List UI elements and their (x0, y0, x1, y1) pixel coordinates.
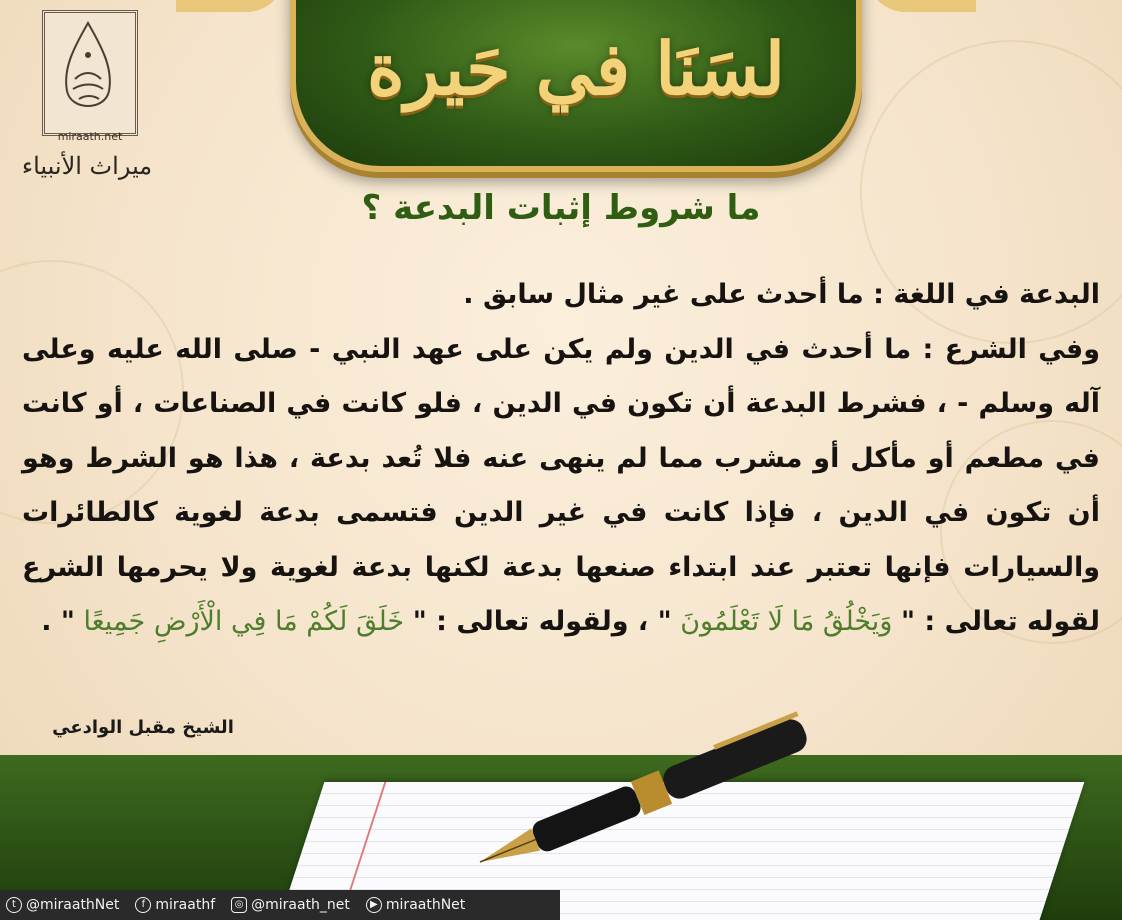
social-handle: miraathf (155, 897, 216, 913)
twitter-icon: t (6, 897, 22, 913)
sheikh-name: الشيخ مقبل الوادعي (52, 717, 234, 738)
quran-verse-2: خَلَقَ لَكُمْ مَا فِي الْأَرْضِ جَمِيعًا (74, 606, 413, 637)
body-text-segment: " . (41, 606, 75, 637)
quran-verse-1: وَيَخْلُقُ مَا لَا تَعْلَمُونَ (671, 606, 901, 637)
body-text-segment: " ، ولقوله تعالى : " (412, 606, 672, 637)
social-youtube[interactable] (366, 897, 465, 913)
paragraph-language-definition: البدعة في اللغة : ما أحدث على غير مثال سابق . (463, 279, 1100, 310)
facebook-icon: f (135, 897, 151, 913)
social-twitter[interactable] (6, 897, 119, 913)
social-handle: @miraath_net (251, 897, 350, 913)
youtube-icon: ▶ (366, 897, 382, 913)
social-facebook[interactable] (135, 897, 215, 913)
question-title: ما شروط إثبات البدعة ؟ (361, 188, 761, 228)
banner-title: لسَنَا في حَيرة (366, 26, 786, 111)
instagram-icon: ◎ (231, 897, 247, 913)
logo-name: ميراث الأنبياء (21, 152, 153, 180)
body-text-segment: وفي الشرع : ما أحدث في الدين ولم يكن على عهد النبي - صلى الله عليه وعلى آله وسلم - ، فشرط البدعة أن تكون في الدين ، فلو كانت في الصناعات ، أو كانت في مطعم أو مأكل أو مشرب مما لم ينهى عنه فلا تُعد بدعة ، هذا هو الشرط وهو أن تكون في الدين ، فإذا كانت في غير الدين فتسمى بدعة لغوية كالطائرات والسيارات فإنها تعتبر عند ابتداء صنعها بدعة لكنها بدعة لغوية ولا يحرمها الشرع لقوله تعالى : " (22, 333, 1100, 637)
social-bar (0, 890, 560, 920)
logo-url: miraath.net (57, 130, 123, 143)
social-handle: miraathNet (385, 897, 466, 913)
social-handle: @miraathNet (26, 897, 120, 913)
social-instagram[interactable] (231, 897, 350, 913)
